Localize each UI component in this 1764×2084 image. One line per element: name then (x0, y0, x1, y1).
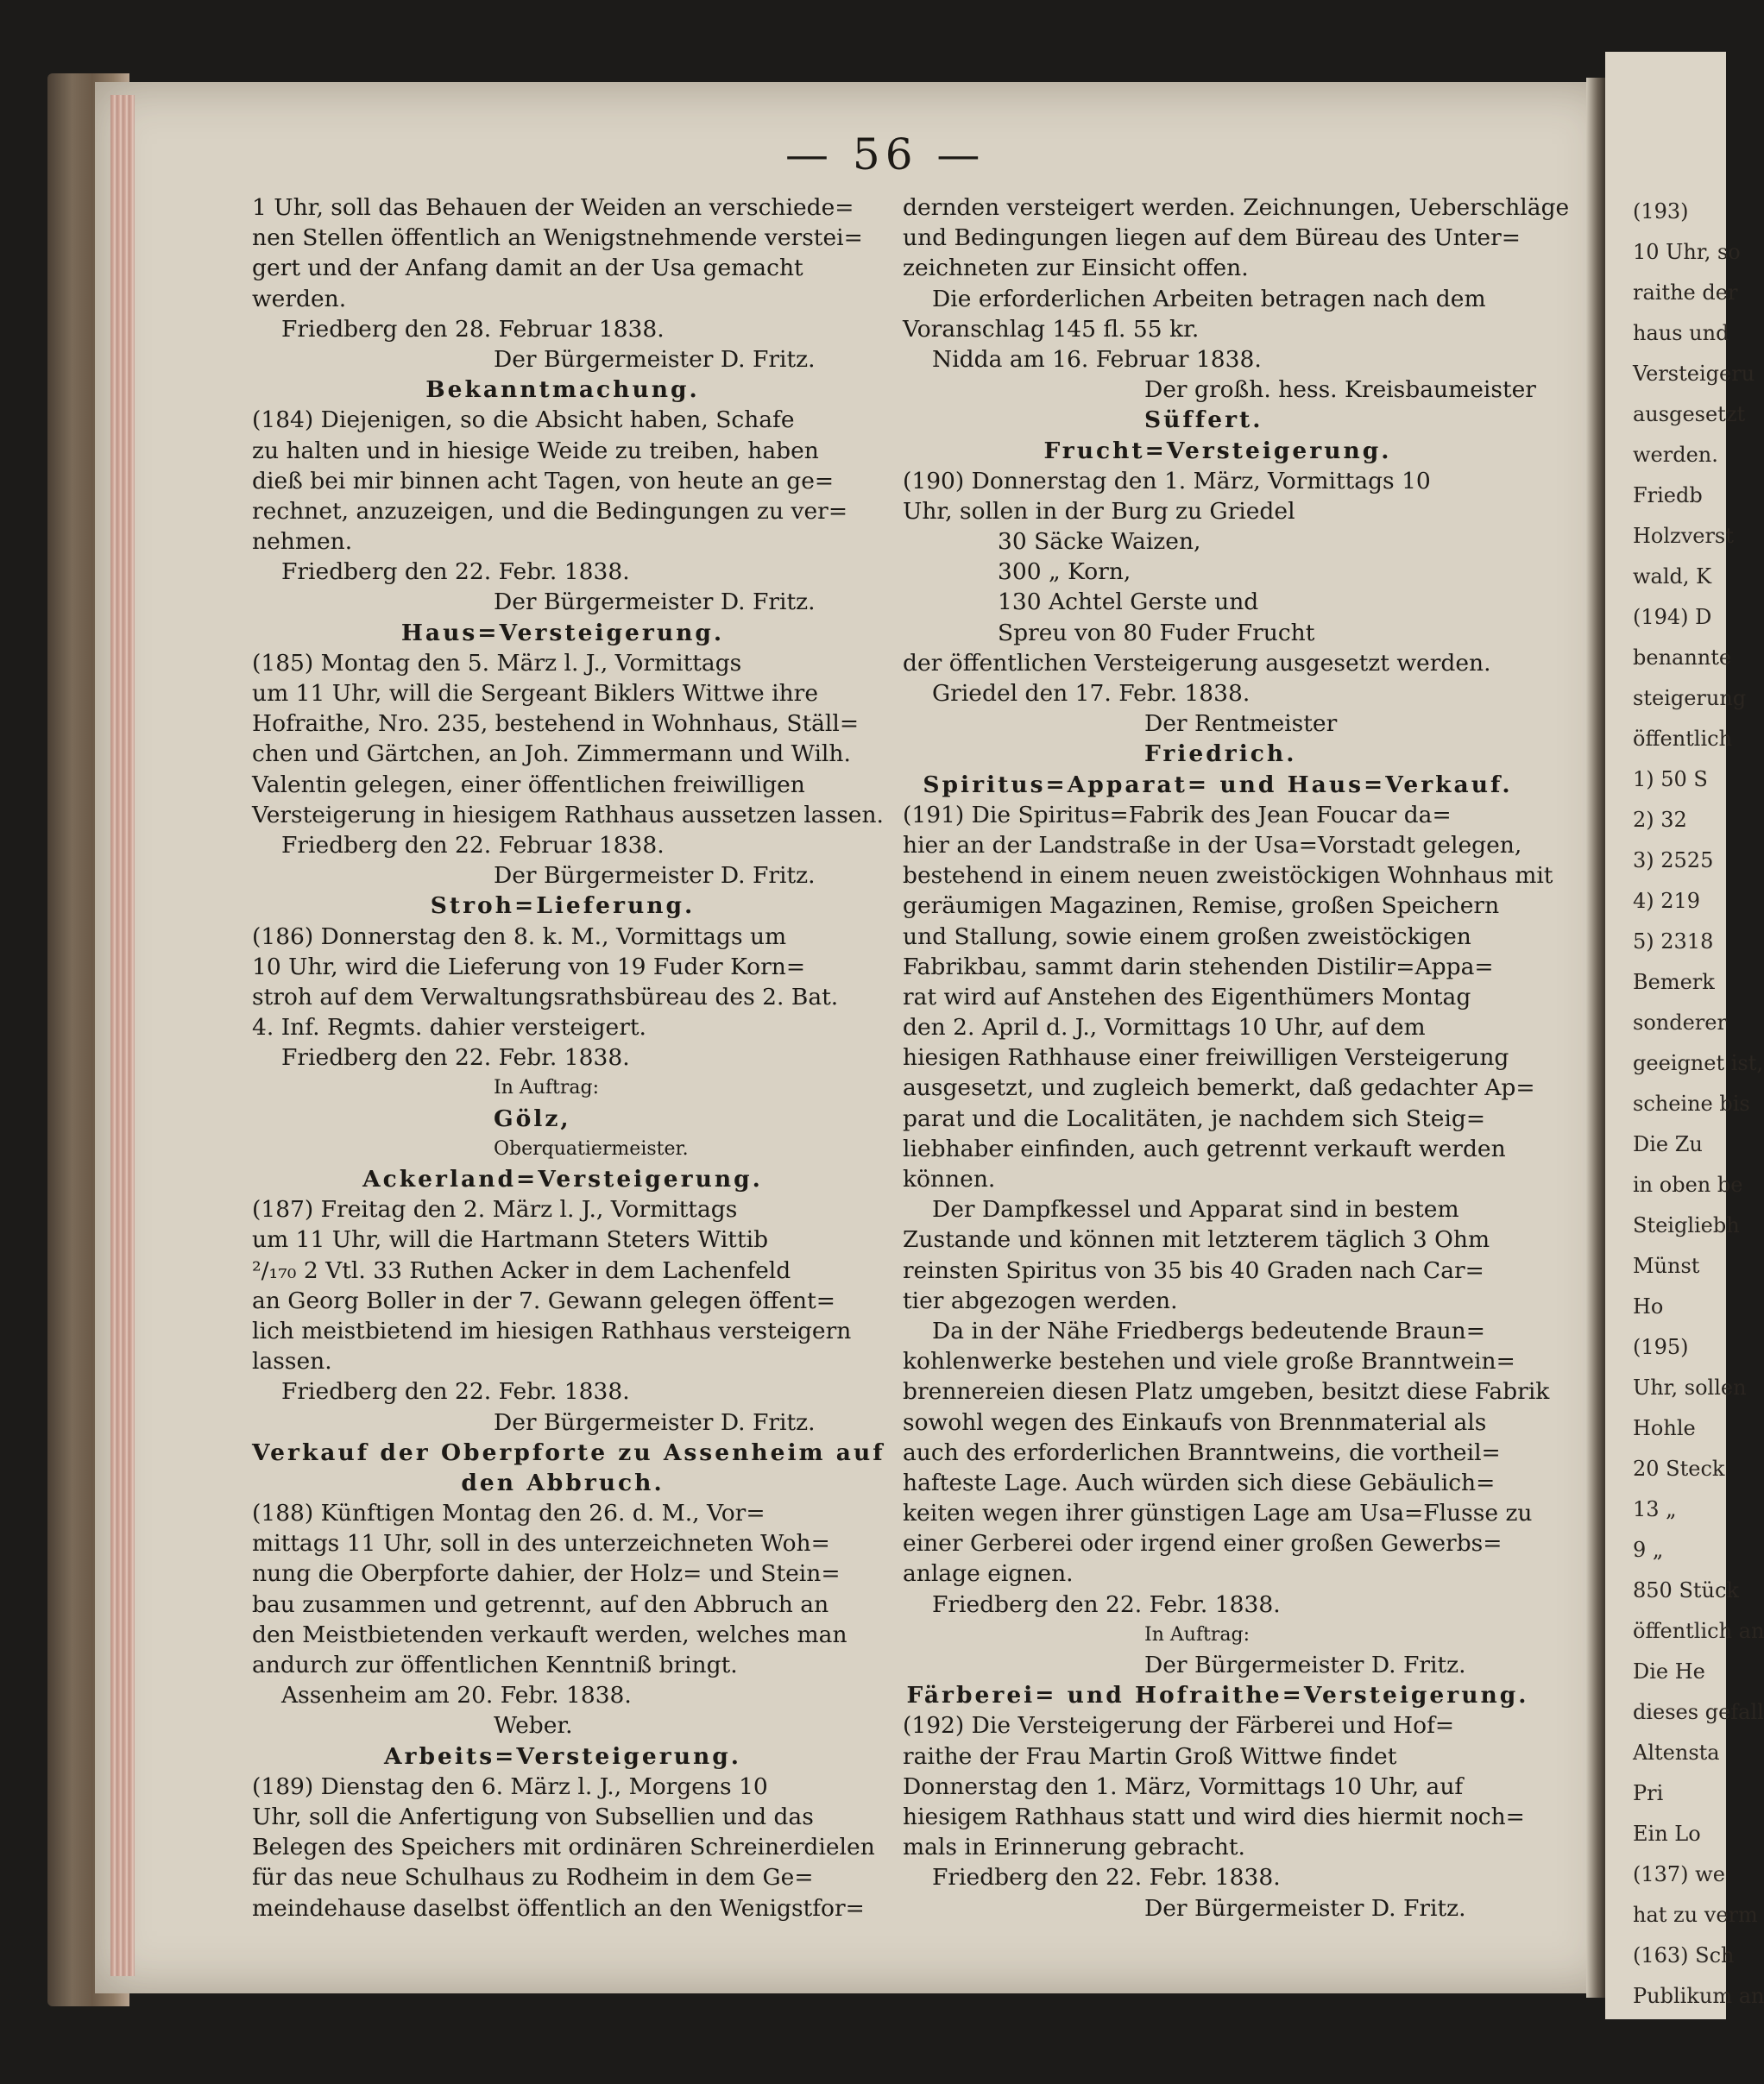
left_column-line: den Abbruch. (461, 1469, 665, 1496)
right_column-line: hiesigem Rathhaus statt und wird dies hiermit noch= (903, 1803, 1525, 1830)
right_column-line: hafteste Lage. Auch würden sich diese Gebäulich= (903, 1469, 1496, 1496)
right_column-line: hier an der Landstraße in der Usa=Vorstadt gelegen, (903, 831, 1522, 859)
right_column-line: ausgesetzt, und zugleich bemerkt, daß gedachter Ap= (903, 1074, 1535, 1102)
right_column-line: Friedrich. (1144, 740, 1297, 768)
left_column-line: Der Bürgermeister D. Fritz. (494, 589, 816, 616)
right_column-line: (192) Die Versteigerung der Färberei und Hof= (903, 1712, 1455, 1740)
next-page-line: 20 Steck (1633, 1457, 1725, 1481)
left_column-line: (184) Diejenigen, so die Absicht haben, Schafe (252, 406, 795, 434)
left_column-line: werden. (252, 285, 347, 312)
right_column-line: 130 Achtel Gerste und (998, 589, 1259, 616)
next-page-line: 5) 2318 (1633, 929, 1714, 954)
left_column-line: (189) Dienstag den 6. März l. J., Morgens 10 (252, 1772, 768, 1800)
next-page-line: (193) (1633, 199, 1689, 224)
next-page-line: Hohle (1633, 1416, 1696, 1440)
right_column-line: (191) Die Spiritus=Fabrik des Jean Foucar da= (903, 801, 1452, 828)
right_column-line: parat und die Localitäten, je nachdem sich Steig= (903, 1105, 1486, 1132)
next-page-line: ausgesetzt (1633, 402, 1746, 426)
left_column-line: zu halten und in hiesige Weide zu treiben, haben (252, 437, 819, 464)
right_column-line: mals in Erinnerung gebracht. (903, 1834, 1245, 1861)
right_column-line: Der großh. hess. Kreisbaumeister (1144, 376, 1536, 404)
next-page-line: (137) we (1633, 1862, 1725, 1886)
left_column-line: Valentin gelegen, einer öffentlichen freiwilligen (252, 771, 805, 798)
left_column-line: Haus=Versteigerung. (400, 619, 725, 646)
right_column-line: Der Rentmeister (1144, 710, 1338, 738)
right_column-line: einer Gerberei oder irgend einer großen Gewerbs= (903, 1530, 1503, 1558)
next-page-line: raithe der (1633, 280, 1738, 305)
next-page-line: dieses gefall (1633, 1700, 1764, 1724)
right_column-line: und Stallung, sowie einem großen zweistöckigen (903, 922, 1471, 950)
right_column-line: Die erforderlichen Arbeiten betragen nach dem (932, 285, 1486, 312)
next-page-line: 13 „ (1633, 1497, 1677, 1521)
right_column-line: liebhaber einfinden, auch getrennt verkauft werden (903, 1135, 1506, 1162)
right_column-line: kohlenwerke bestehen und viele große Branntwein= (903, 1348, 1515, 1376)
left_column-line: Friedberg den 22. Febr. 1838. (281, 1044, 630, 1072)
right_column-line: Nidda am 16. Februar 1838. (932, 345, 1262, 373)
right_column-line: 300 „ Korn, (998, 558, 1131, 586)
next-page-line: geeignet ist, (1633, 1051, 1764, 1075)
next-page-line: Versteigeru (1633, 362, 1755, 386)
right_column-line: In Auftrag: (1144, 1623, 1251, 1646)
next-page-line: öffentlich (1633, 727, 1733, 751)
left_column-line: lassen. (252, 1348, 332, 1376)
page-number: — 56 — (785, 129, 986, 179)
right_column-line: Voranschlag 145 fl. 55 kr. (903, 315, 1200, 343)
left_column-line: mittags 11 Uhr, soll in des unterzeichneten Woh= (252, 1530, 830, 1558)
right_column-line: reinsten Spiritus von 35 bis 40 Graden nach Car= (903, 1256, 1484, 1284)
next-page-line: Münst (1633, 1254, 1700, 1278)
left_column-line: nung die Oberpforte dahier, der Holz= und Stein= (252, 1560, 841, 1588)
right_column-line: Spreu von 80 Fuder Frucht (998, 619, 1315, 646)
next-page-line: 2) 32 (1633, 808, 1687, 832)
left_column-line: Stroh=Lieferung. (430, 892, 696, 920)
right_column-line: raithe der Frau Martin Groß Wittwe findet (903, 1742, 1397, 1770)
right_column-line: rat wird auf Anstehen des Eigenthümers Montag (903, 983, 1471, 1011)
right_column-line: bestehend in einem neuen zweistöckigen Wohnhaus mit (903, 862, 1553, 890)
left_column-line: (187) Freitag den 2. März l. J., Vormittags (252, 1196, 738, 1224)
right_column-line: Der Bürgermeister D. Fritz. (1144, 1652, 1466, 1678)
next-page-line: 4) 219 (1633, 889, 1701, 913)
left_column-line: meindehause daselbst öffentlich an den Wenigstfor= (252, 1894, 865, 1922)
next-page-line: scheine bis (1633, 1092, 1750, 1116)
right_column-line: den 2. April d. J., Vormittags 10 Uhr, auf dem (903, 1014, 1426, 1042)
left_column-line: lich meistbietend im hiesigen Rathhaus versteigern (252, 1317, 852, 1344)
left_column-line: Bekanntmachung. (425, 376, 700, 404)
next-page-line: Pri (1633, 1781, 1664, 1805)
next-page-line: 10 Uhr, so (1633, 240, 1741, 264)
left_column-line: In Auftrag: (494, 1077, 600, 1099)
page-edges (110, 95, 135, 1976)
right_column-line: Friedberg den 22. Febr. 1838. (932, 1590, 1281, 1618)
left_column-line: um 11 Uhr, will die Sergeant Biklers Wittwe ihre (252, 680, 819, 707)
left_column-line: Der Bürgermeister D. Fritz. (494, 862, 816, 890)
left_column-line: den Meistbietenden verkauft werden, welches man (252, 1621, 847, 1648)
left_column-line: dieß bei mir binnen acht Tagen, von heute an ge= (252, 467, 835, 494)
left_column-line: nehmen. (252, 528, 353, 556)
right_column-line: geräumigen Magazinen, Remise, großen Speichern (903, 892, 1500, 920)
right_column-line: Süffert. (1144, 406, 1263, 434)
next-page-line: Ein Lo (1633, 1822, 1701, 1846)
right_column-line: Uhr, sollen in der Burg zu Griedel (903, 497, 1295, 525)
right_column-line: keiten wegen ihrer günstigen Lage am Usa=Flusse zu (903, 1500, 1533, 1527)
next-page-line: in oben be (1633, 1173, 1743, 1197)
left_column-line: (185) Montag den 5. März l. J., Vormittags (252, 649, 742, 677)
left_column-line: Assenheim am 20. Febr. 1838. (281, 1682, 632, 1709)
left_column-line: Der Bürgermeister D. Fritz. (494, 1408, 816, 1436)
right_column-line: (190) Donnerstag den 1. März, Vormittags 10 (903, 467, 1431, 494)
left_column-line: 1 Uhr, soll das Behauen der Weiden an verschiede= (252, 194, 854, 221)
next-page-line: steigerung (1633, 686, 1747, 710)
next-page-line: Die He (1633, 1659, 1705, 1684)
book-gutter (1586, 78, 1605, 1998)
next-page-fragment (1605, 52, 1764, 2019)
next-page-line: sonderer (1633, 1011, 1727, 1035)
right_column-line: Fabrikbau, sammt darin stehenden Distilir=Appa= (903, 953, 1494, 980)
left_column-line: Ackerland=Versteigerung. (362, 1166, 763, 1193)
right_column-line: Friedberg den 22. Febr. 1838. (932, 1864, 1281, 1892)
right_column-line: Zustande und können mit letzterem täglich 3 Ohm (903, 1226, 1490, 1254)
right_column-line: auch des erforderlichen Branntweins, die vortheil= (903, 1439, 1501, 1466)
next-page-line: (163) Sch (1633, 1943, 1735, 1968)
next-page-line: 9 „ (1633, 1538, 1664, 1562)
left_column-line: andurch zur öffentlichen Kenntniß bringt. (252, 1652, 738, 1678)
right_column-line: Färberei= und Hofraithe=Versteigerung. (906, 1682, 1529, 1709)
next-page-line: haus und (1633, 321, 1729, 345)
left_column-line: für das neue Schulhaus zu Rodheim in dem Ge= (252, 1864, 814, 1892)
next-page-line: hat zu verm (1633, 1903, 1758, 1927)
right_column-line: Donnerstag den 1. März, Vormittags 10 Uhr, auf (903, 1772, 1464, 1800)
left-column (252, 192, 885, 1923)
next-page-line: Die Zu (1633, 1132, 1703, 1156)
next-page-line: 3) 2525 (1633, 848, 1714, 872)
left_column-line: 10 Uhr, wird die Lieferung von 19 Fuder Korn= (252, 953, 806, 980)
right_column-line: hiesigen Rathhause einer freiwilligen Versteigerung (903, 1044, 1509, 1072)
next-page-line: Altensta (1633, 1741, 1720, 1765)
left_column-line: nen Stellen öffentlich an Wenigstnehmende verstei= (252, 224, 863, 252)
left_column-line: Belegen des Speichers mit ordinären Schreinerdielen (252, 1834, 875, 1861)
right_column-line: Griedel den 17. Febr. 1838. (932, 680, 1251, 707)
right_column-line: sowohl wegen des Einkaufs von Brennmaterial als (903, 1408, 1487, 1436)
right_column-line: Frucht=Versteigerung. (1043, 437, 1392, 464)
left_column-line: Gölz, (494, 1105, 571, 1132)
next-page-line: öffentlich an (1633, 1619, 1764, 1643)
left_column-line: Verkauf der Oberpforte zu Assenheim auf (252, 1439, 885, 1466)
right_column-line: brennereien diesen Platz umgeben, besitzt diese Fabrik (903, 1378, 1550, 1406)
right-column (903, 192, 1570, 1923)
right_column-line: und Bedingungen liegen auf dem Büreau des Unter= (903, 224, 1521, 252)
next-page-line: Publikum an (1633, 1984, 1764, 2008)
left_column-line: rechnet, anzuzeigen, und die Bedingungen zu ver= (252, 497, 848, 525)
next-page-line: Friedb (1633, 483, 1703, 507)
right_column-line: anlage eignen. (903, 1560, 1074, 1588)
next-page-line: 1) 50 S (1633, 767, 1708, 791)
next-page-line: (195) (1633, 1335, 1689, 1359)
left_column-line: bau zusammen und getrennt, auf den Abbruch an (252, 1590, 829, 1618)
next-page-line: Uhr, sollen (1633, 1376, 1747, 1400)
left_column-line: Friedberg den 28. Februar 1838. (281, 315, 665, 343)
next-page-line: Steigliebh (1633, 1213, 1740, 1237)
left_column-line: (188) Künftigen Montag den 26. d. M., Vor= (252, 1500, 765, 1527)
right_column-line: tier abgezogen werden. (903, 1287, 1178, 1314)
left_column-line: Friedberg den 22. Februar 1838. (281, 831, 665, 859)
left_column-line: Versteigerung in hiesigem Rathhaus aussetzen lassen. (252, 801, 884, 828)
next-page-line: werden. (1633, 443, 1718, 467)
left_column-line: um 11 Uhr, will die Hartmann Steters Wittib (252, 1226, 769, 1254)
right_column-line: Spiritus=Apparat= und Haus=Verkauf. (923, 771, 1513, 798)
next-page-line: Ho (1633, 1294, 1664, 1319)
next-page-line: Holzverst (1633, 524, 1734, 548)
next-page-line: benannte (1633, 645, 1732, 670)
left_column-line: gert und der Anfang damit an der Usa gemacht (252, 255, 803, 282)
left_column-line: chen und Gärtchen, an Joh. Zimmermann und Wilh. (252, 740, 851, 768)
right_column-line: der öffentlichen Versteigerung ausgesetzt werden. (903, 649, 1491, 677)
left_column-line: Friedberg den 22. Febr. 1838. (281, 558, 630, 586)
next-page-line: Bemerk (1633, 970, 1715, 994)
left_column-line: (186) Donnerstag den 8. k. M., Vormittags um (252, 922, 787, 950)
right_column-line: zeichneten zur Einsicht offen. (903, 255, 1249, 282)
left_column-line: Uhr, soll die Anfertigung von Subsellien und das (252, 1803, 814, 1830)
right_column-line: dernden versteigert werden. Zeichnungen, Ueberschläge (903, 194, 1570, 221)
left_column-line: Der Bürgermeister D. Fritz. (494, 345, 816, 373)
left_column-line: Arbeits=Versteigerung. (383, 1742, 742, 1770)
right_column-line: 30 Säcke Waizen, (998, 528, 1201, 556)
left_column-line: Oberquatiermeister. (494, 1137, 689, 1160)
left_column-line: Friedberg den 22. Febr. 1838. (281, 1378, 630, 1406)
left_column-line: 4. Inf. Regmts. dahier versteigert. (252, 1014, 646, 1042)
right_column-line: können. (903, 1166, 996, 1193)
right_column-line: Der Bürgermeister D. Fritz. (1144, 1894, 1466, 1922)
next-page-line: wald, K (1633, 564, 1712, 589)
right_column-line: Der Dampfkessel und Apparat sind in bestem (932, 1196, 1459, 1224)
left_column-line: an Georg Boller in der 7. Gewann gelegen öffent= (252, 1287, 835, 1314)
next-page-line: 850 Stück (1633, 1578, 1739, 1602)
right_column-line: Da in der Nähe Friedbergs bedeutende Braun= (932, 1317, 1485, 1344)
left_column-line: Weber. (494, 1712, 573, 1740)
left_column-line: Hofraithe, Nro. 235, bestehend in Wohnhaus, Ställ= (252, 710, 860, 738)
next-page-line: (194) D (1633, 605, 1712, 629)
left_column-line: ²/₁₇₀ 2 Vtl. 33 Ruthen Acker in dem Lachenfeld (252, 1256, 791, 1284)
left_column-line: stroh auf dem Verwaltungsrathsbüreau des 2. Bat. (252, 983, 839, 1011)
